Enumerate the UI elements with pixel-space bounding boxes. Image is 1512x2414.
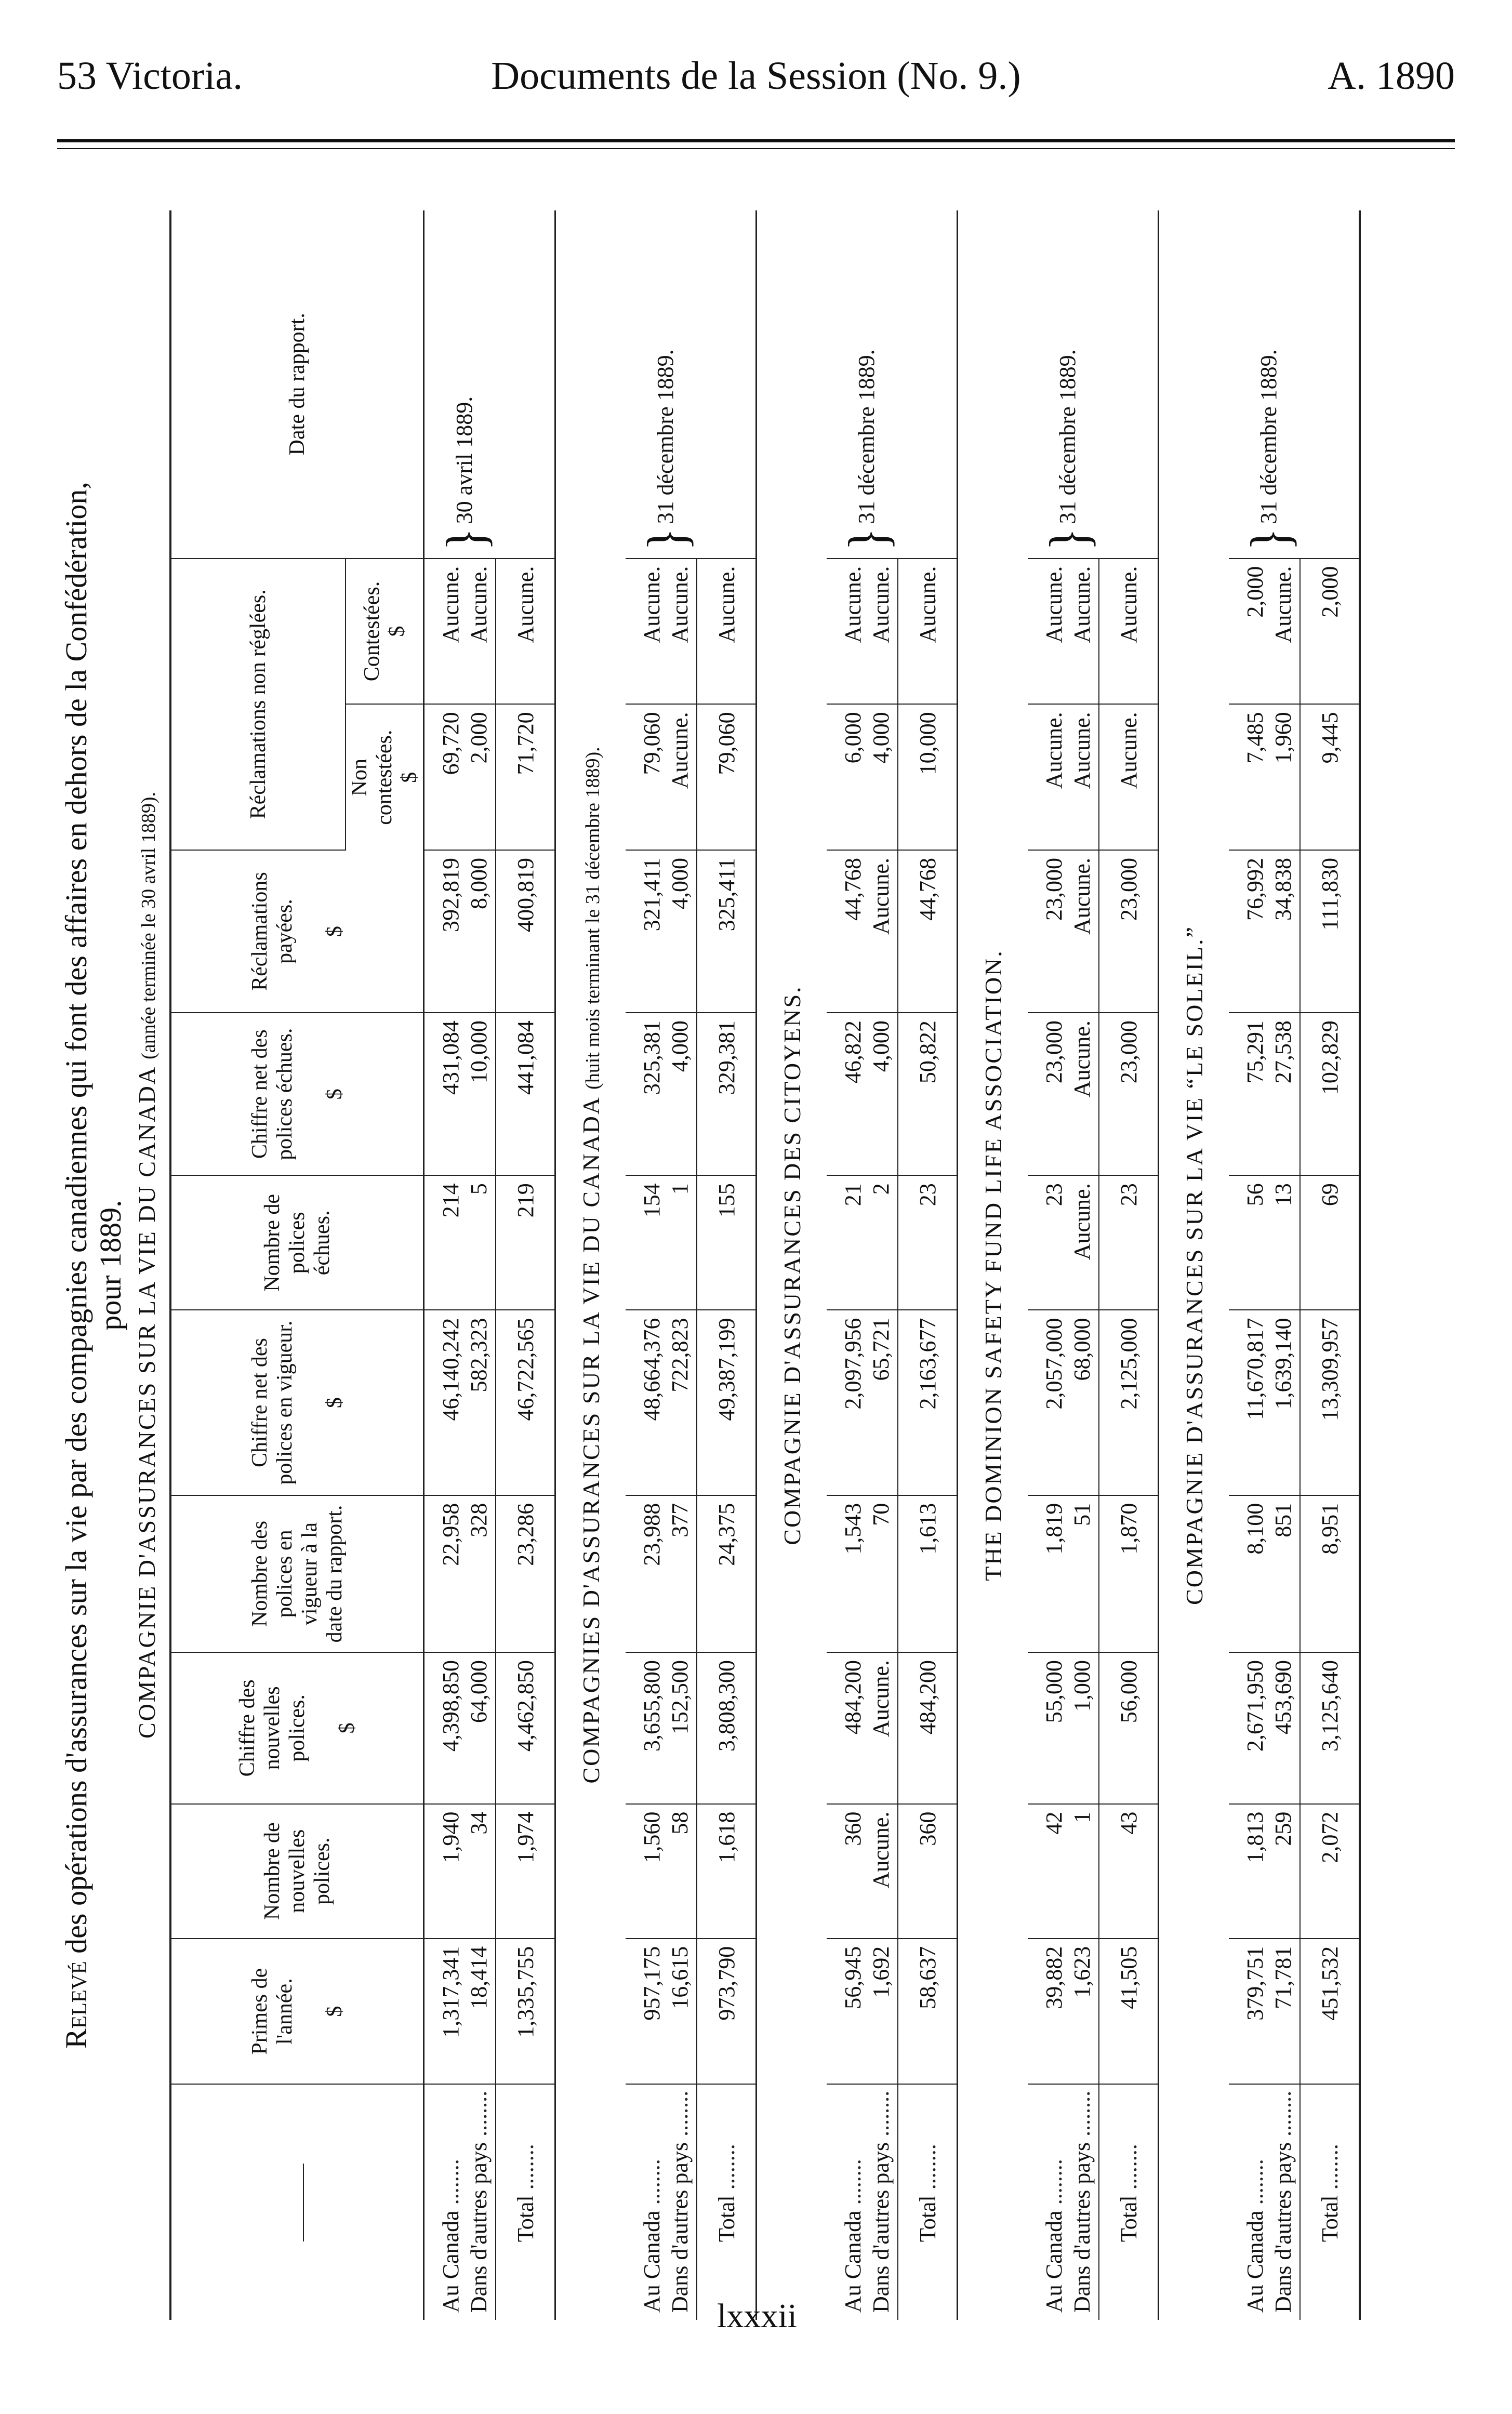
table-cell: 71,781 bbox=[1269, 1939, 1300, 2085]
table-cell: 34 bbox=[465, 1804, 496, 1939]
table-cell: 23,000 bbox=[1028, 850, 1068, 1013]
table-cell: 46,140,242 bbox=[424, 1310, 466, 1495]
total-date-blank bbox=[697, 210, 757, 559]
total-row bbox=[1099, 210, 1159, 2320]
table-cell: 722,823 bbox=[666, 1310, 697, 1495]
table-cell: 11,670,817 bbox=[1229, 1310, 1269, 1495]
table-cell: Aucune. bbox=[867, 850, 898, 1013]
header-rule-thick bbox=[57, 139, 1455, 142]
total-cell: 23,000 bbox=[1099, 850, 1159, 1013]
report-date: }31 décembre 1889. bbox=[1229, 210, 1300, 559]
row-label: Au Canada ........ bbox=[1242, 2159, 1268, 2313]
company-section-header bbox=[1159, 210, 1229, 2320]
total-cell: 23,000 bbox=[1099, 1013, 1159, 1175]
company-note: (huit mois terminant le 31 décembre 1889). bbox=[581, 747, 604, 1090]
total-cell: 4,462,850 bbox=[496, 1652, 555, 1804]
table-cell: 957,175 bbox=[626, 1939, 666, 2085]
header-rule-thin bbox=[57, 148, 1455, 149]
header-session-year: 53 Victoria. bbox=[57, 54, 243, 98]
table-cell: 3,655,800 bbox=[626, 1652, 666, 1804]
total-row bbox=[898, 210, 958, 2320]
total-cell: 441,084 bbox=[496, 1013, 555, 1175]
table-row bbox=[626, 210, 666, 2320]
table-cell: Aucune. bbox=[1068, 1175, 1099, 1310]
col-chiffre-nouvelles: Chiffre des nouvelles polices. $ bbox=[170, 1652, 424, 1804]
table-cell: 69,720 bbox=[424, 704, 466, 850]
total-cell: 43 bbox=[1099, 1804, 1159, 1939]
table-cell: 1,560 bbox=[626, 1804, 666, 1939]
row-label: Au Canada ........ bbox=[639, 2159, 665, 2313]
total-date-blank bbox=[1300, 210, 1360, 559]
total-cell: Aucune. bbox=[496, 559, 555, 705]
company-title-cell bbox=[958, 210, 1028, 2320]
first-company-title bbox=[133, 210, 169, 2320]
total-cell: 1,613 bbox=[898, 1495, 958, 1652]
total-cell: 102,829 bbox=[1300, 1013, 1360, 1175]
row-label: Dans d'autres pays ........ bbox=[868, 2090, 894, 2313]
table-cell: 23 bbox=[1028, 1175, 1068, 1310]
table-cell: 2,000 bbox=[465, 704, 496, 850]
table-cell: Aucune. bbox=[1068, 704, 1099, 850]
table-cell: 27,538 bbox=[1269, 1013, 1300, 1175]
table-cell: 44,768 bbox=[827, 850, 867, 1013]
caption-lead: Relevé bbox=[59, 1961, 93, 2049]
total-cell: 56,000 bbox=[1099, 1652, 1159, 1804]
total-cell: 400,819 bbox=[496, 850, 555, 1013]
table-cell: 377 bbox=[666, 1495, 697, 1652]
table-cell: 10,000 bbox=[465, 1013, 496, 1175]
table-cell: 13 bbox=[1269, 1175, 1300, 1310]
table-cell: 360 bbox=[827, 1804, 867, 1939]
total-cell: Aucune. bbox=[1099, 559, 1159, 705]
total-cell: 8,951 bbox=[1300, 1495, 1360, 1652]
col-nombre-vigueur: Nombre des polices en vigueur à la date du rapport. bbox=[170, 1495, 424, 1652]
total-cell: 44,768 bbox=[898, 850, 958, 1013]
table-cell: 1 bbox=[666, 1175, 697, 1310]
table-cell: 321,411 bbox=[626, 850, 666, 1013]
table-cell: Aucune. bbox=[867, 1804, 898, 1939]
total-cell: 58,637 bbox=[898, 1939, 958, 2085]
table-row bbox=[424, 210, 466, 2320]
table-cell: 1,543 bbox=[827, 1495, 867, 1652]
col-non-contestees: Non contestées. $ bbox=[346, 704, 424, 850]
table-cell: Aucune. bbox=[626, 559, 666, 705]
caption-line2: pour 1889. bbox=[94, 1200, 127, 1331]
table-cell: 431,084 bbox=[424, 1013, 466, 1175]
table-cell: Aucune. bbox=[1269, 559, 1300, 705]
table-cell: 2,671,950 bbox=[1229, 1652, 1269, 1804]
total-cell: 41,505 bbox=[1099, 1939, 1159, 2085]
table-cell: 23,000 bbox=[1028, 1013, 1068, 1175]
table-cell: 55,000 bbox=[1028, 1652, 1068, 1804]
table-cell: 4,000 bbox=[666, 850, 697, 1013]
table-cell: 1,813 bbox=[1229, 1804, 1269, 1939]
table-cell: Aucune. bbox=[1028, 559, 1068, 705]
total-cell: 484,200 bbox=[898, 1652, 958, 1804]
table-cell: 1,623 bbox=[1068, 1939, 1099, 2085]
row-label: Au Canada ........ bbox=[438, 2159, 463, 2313]
table-cell: 39,882 bbox=[1028, 1939, 1068, 2085]
col-nombre-nouvelles: Nombre de nouvelles polices. bbox=[170, 1804, 424, 1939]
table-cell: 4,000 bbox=[666, 1013, 697, 1175]
table-cell: Aucune. bbox=[1028, 704, 1068, 850]
total-cell: 79,060 bbox=[697, 704, 757, 850]
total-row bbox=[1300, 210, 1360, 2320]
table-cell: 46,822 bbox=[827, 1013, 867, 1175]
table-cell: 1,317,341 bbox=[424, 1939, 466, 2085]
col-primes: Primes de l'année. $ bbox=[170, 1939, 424, 2085]
company-section-header bbox=[555, 210, 626, 2320]
total-cell: 1,618 bbox=[697, 1804, 757, 1939]
col-date-rapport: Date du rapport. bbox=[170, 210, 424, 559]
total-cell: 329,381 bbox=[697, 1013, 757, 1175]
table-cell: 582,323 bbox=[465, 1310, 496, 1495]
total-cell: 973,790 bbox=[697, 1939, 757, 2085]
col-reclamations-non-reglees: Réclamations non réglées. bbox=[170, 559, 346, 850]
table-cell: 1,639,140 bbox=[1269, 1310, 1300, 1495]
label-header bbox=[170, 2085, 424, 2320]
company-title-cell bbox=[757, 210, 827, 2320]
table-cell: 76,992 bbox=[1229, 850, 1269, 1013]
company-title-cell bbox=[555, 210, 626, 2320]
total-cell: 71,720 bbox=[496, 704, 555, 850]
table-cell: 214 bbox=[424, 1175, 466, 1310]
total-cell: Aucune. bbox=[898, 559, 958, 705]
company-name: COMPAGNIE D'ASSURANCES DES CITOYENS. bbox=[778, 985, 805, 1545]
table-cell: 56 bbox=[1229, 1175, 1269, 1310]
table-cell: 51 bbox=[1068, 1495, 1099, 1652]
total-cell: 451,532 bbox=[1300, 1939, 1360, 2085]
table-cell: 18,414 bbox=[465, 1939, 496, 2085]
total-cell: 1,974 bbox=[496, 1804, 555, 1939]
table-cell: Aucune. bbox=[1068, 850, 1099, 1013]
total-cell: 46,722,565 bbox=[496, 1310, 555, 1495]
insurance-table bbox=[169, 210, 1361, 2320]
col-reclamations-payees: Réclamations payées. $ bbox=[170, 850, 424, 1013]
table-cell: 1,819 bbox=[1028, 1495, 1068, 1652]
table-cell: 21 bbox=[827, 1175, 867, 1310]
report-date: }31 décembre 1889. bbox=[626, 210, 697, 559]
header-year: A. 1890 bbox=[1328, 54, 1455, 98]
company-name: COMPAGNIE D'ASSURANCES SUR LA VIE DU CANADA bbox=[134, 1067, 160, 1739]
table-cell: 22,958 bbox=[424, 1495, 466, 1652]
table-cell: 2,097,956 bbox=[827, 1310, 867, 1495]
table-cell: 484,200 bbox=[827, 1652, 867, 1804]
table-cell: 8,000 bbox=[465, 850, 496, 1013]
table-cell: 1,940 bbox=[424, 1804, 466, 1939]
total-label: Total ........ bbox=[697, 2085, 757, 2320]
row-label: Au Canada ........ bbox=[1041, 2159, 1067, 2313]
table-cell: 70 bbox=[867, 1495, 898, 1652]
table-cell: 851 bbox=[1269, 1495, 1300, 1652]
table-cell: Aucune. bbox=[1068, 1013, 1099, 1175]
table-cell: 453,690 bbox=[1269, 1652, 1300, 1804]
table-row bbox=[1229, 210, 1269, 2320]
company-name: THE DOMINION SAFETY FUND LIFE ASSOCIATION. bbox=[979, 949, 1006, 1581]
table-cell: 4,000 bbox=[867, 704, 898, 850]
table-cell: 1 bbox=[1068, 1804, 1099, 1939]
table-cell: 2,000 bbox=[1229, 559, 1269, 705]
brace-mark: } bbox=[837, 528, 899, 551]
table-cell: 1,692 bbox=[867, 1939, 898, 2085]
table-caption bbox=[59, 210, 133, 2320]
brace-mark: } bbox=[1239, 528, 1302, 551]
table-cell: 34,838 bbox=[1269, 850, 1300, 1013]
total-cell: 155 bbox=[697, 1175, 757, 1310]
table-cell: 58 bbox=[666, 1804, 697, 1939]
total-cell: Aucune. bbox=[697, 559, 757, 705]
table-cell: 48,664,376 bbox=[626, 1310, 666, 1495]
company-section-header bbox=[757, 210, 827, 2320]
table-cell: Aucune. bbox=[867, 1652, 898, 1804]
rotated-table-region bbox=[57, 210, 1439, 2320]
brace-mark: } bbox=[435, 528, 497, 551]
table-cell: 7,485 bbox=[1229, 704, 1269, 850]
total-cell: 23 bbox=[1099, 1175, 1159, 1310]
col-chiffre-vigueur: Chiffre net des polices en vigueur. $ bbox=[170, 1310, 424, 1495]
total-row bbox=[496, 210, 555, 2320]
table-cell: 75,291 bbox=[1229, 1013, 1269, 1175]
total-cell: 49,387,199 bbox=[697, 1310, 757, 1495]
company-name: COMPAGNIES D'ASSURANCES SUR LA VIE DU CANADA bbox=[577, 1097, 604, 1784]
table-cell: 328 bbox=[465, 1495, 496, 1652]
total-cell: 13,309,957 bbox=[1300, 1310, 1360, 1495]
total-cell: 23 bbox=[898, 1175, 958, 1310]
page-number: lxxxii bbox=[717, 2297, 798, 2335]
total-cell: 69 bbox=[1300, 1175, 1360, 1310]
total-cell: 24,375 bbox=[697, 1495, 757, 1652]
header-document-title: Documents de la Session (No. 9.) bbox=[491, 54, 1021, 98]
table-cell: 42 bbox=[1028, 1804, 1068, 1939]
table-cell: Aucune. bbox=[827, 559, 867, 705]
total-cell: 2,072 bbox=[1300, 1804, 1360, 1939]
company-title-cell bbox=[1159, 210, 1229, 2320]
col-contestees: Contestées. $ bbox=[346, 559, 424, 705]
table-cell: Aucune. bbox=[666, 559, 697, 705]
table-cell: 16,615 bbox=[666, 1939, 697, 2085]
header-dash bbox=[303, 2164, 304, 2241]
company-section-header bbox=[958, 210, 1028, 2320]
table-cell: 325,381 bbox=[626, 1013, 666, 1175]
brace-mark: } bbox=[636, 528, 698, 551]
table-cell: 56,945 bbox=[827, 1939, 867, 2085]
total-cell: 1,870 bbox=[1099, 1495, 1159, 1652]
total-cell: 325,411 bbox=[697, 850, 757, 1013]
total-cell: 360 bbox=[898, 1804, 958, 1939]
table-cell: 4,000 bbox=[867, 1013, 898, 1175]
table-cell: 2 bbox=[867, 1175, 898, 1310]
total-cell: 10,000 bbox=[898, 704, 958, 850]
table-cell: 68,000 bbox=[1068, 1310, 1099, 1495]
table-cell: 379,751 bbox=[1229, 1939, 1269, 2085]
row-label: Dans d'autres pays ........ bbox=[1069, 2090, 1095, 2313]
table-cell: 6,000 bbox=[827, 704, 867, 850]
row-label: Dans d'autres pays ........ bbox=[1270, 2090, 1296, 2313]
company-note: (année terminée le 30 avril 1889). bbox=[138, 792, 160, 1059]
total-date-blank bbox=[898, 210, 958, 559]
total-cell: Aucune. bbox=[1099, 704, 1159, 850]
col-nombre-echues: Nombre de polices échues. bbox=[170, 1175, 424, 1310]
total-cell: 219 bbox=[496, 1175, 555, 1310]
table-row bbox=[1028, 210, 1068, 2320]
table-cell: 1,960 bbox=[1269, 704, 1300, 850]
total-cell: 111,830 bbox=[1300, 850, 1360, 1013]
total-cell: 50,822 bbox=[898, 1013, 958, 1175]
total-label: Total ........ bbox=[1300, 2085, 1360, 2320]
table-cell: 23,988 bbox=[626, 1495, 666, 1652]
table-cell: 152,500 bbox=[666, 1652, 697, 1804]
caption-text: des opérations d'assurances sur la vie par des compagnies canadiennes qui font des affaires en dehors de la Confédération, bbox=[59, 482, 93, 1961]
table-cell: 1,000 bbox=[1068, 1652, 1099, 1804]
total-label: Total ........ bbox=[496, 2085, 555, 2320]
table-cell: 5 bbox=[465, 1175, 496, 1310]
table-cell: Aucune. bbox=[1068, 559, 1099, 705]
table-cell: 392,819 bbox=[424, 850, 466, 1013]
total-label: Total ........ bbox=[1099, 2085, 1159, 2320]
row-label: Au Canada ........ bbox=[840, 2159, 866, 2313]
company-name: COMPAGNIE D'ASSURANCES SUR LA VIE “LE SOLEIL.” bbox=[1181, 925, 1208, 1605]
table-cell: 2,057,000 bbox=[1028, 1310, 1068, 1495]
total-cell: 2,000 bbox=[1300, 559, 1360, 705]
table-row bbox=[827, 210, 867, 2320]
total-cell: 2,163,677 bbox=[898, 1310, 958, 1495]
row-label: Dans d'autres pays ........ bbox=[466, 2090, 492, 2313]
total-cell: 3,808,300 bbox=[697, 1652, 757, 1804]
table-cell: 65,721 bbox=[867, 1310, 898, 1495]
report-date: }30 avril 1889. bbox=[424, 210, 496, 559]
total-cell: 9,445 bbox=[1300, 704, 1360, 850]
table-cell: Aucune. bbox=[666, 704, 697, 850]
total-cell: 2,125,000 bbox=[1099, 1310, 1159, 1495]
table-body bbox=[424, 210, 1360, 2320]
total-cell: 23,286 bbox=[496, 1495, 555, 1652]
total-cell: 1,335,755 bbox=[496, 1939, 555, 2085]
total-date-blank bbox=[496, 210, 555, 559]
table-cell: Aucune. bbox=[465, 559, 496, 705]
total-label: Total ........ bbox=[898, 2085, 958, 2320]
total-date-blank bbox=[1099, 210, 1159, 559]
total-cell: 3,125,640 bbox=[1300, 1652, 1360, 1804]
total-row bbox=[697, 210, 757, 2320]
row-label: Dans d'autres pays ........ bbox=[667, 2090, 693, 2313]
table-cell: 64,000 bbox=[465, 1652, 496, 1804]
col-chiffre-echues: Chiffre net des polices échues. $ bbox=[170, 1013, 424, 1175]
table-cell: 4,398,850 bbox=[424, 1652, 466, 1804]
report-date: }31 décembre 1889. bbox=[1028, 210, 1099, 559]
table-cell: Aucune. bbox=[867, 559, 898, 705]
table-cell: 259 bbox=[1269, 1804, 1300, 1939]
table-cell: 79,060 bbox=[626, 704, 666, 850]
brace-mark: } bbox=[1038, 528, 1100, 551]
table-cell: 8,100 bbox=[1229, 1495, 1269, 1652]
report-date: }31 décembre 1889. bbox=[827, 210, 898, 559]
table-cell: Aucune. bbox=[424, 559, 466, 705]
table-cell: 154 bbox=[626, 1175, 666, 1310]
